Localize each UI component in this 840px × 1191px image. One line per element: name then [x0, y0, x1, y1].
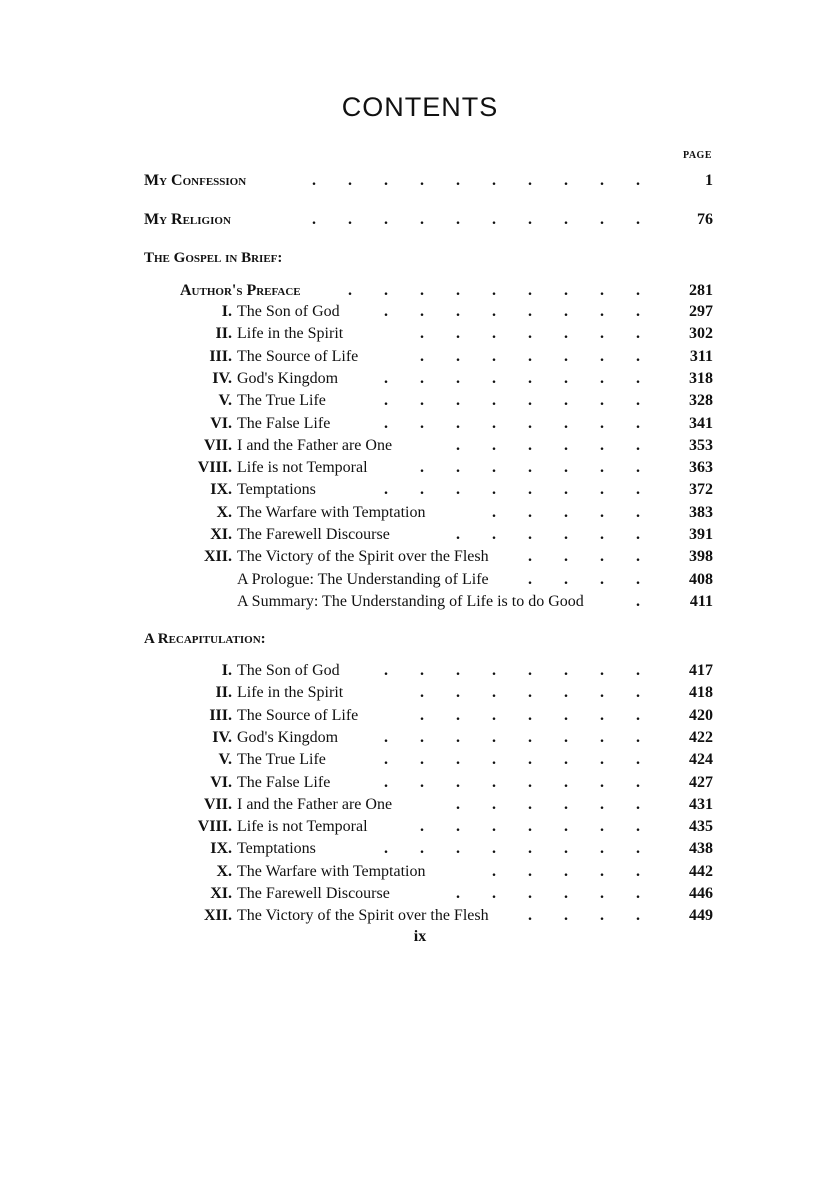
dot-leader: . . . . . . . .: [376, 662, 664, 679]
toc-entry[interactable]: [0, 323, 720, 345]
chapter-page: 435: [689, 818, 713, 836]
chapter-number: VIII.: [197, 818, 232, 836]
toc-entry-my-religion[interactable]: [144, 209, 714, 231]
dot-leader: . . . . . . . . .: [340, 282, 664, 299]
chapter-page: 438: [689, 840, 713, 858]
dot-leader: . . . . . . . .: [376, 773, 664, 791]
dot-leader: . . . . . . . .: [376, 303, 664, 320]
dot-leader: . . . . . . .: [412, 818, 664, 836]
chapter-title: The False Life: [237, 773, 331, 791]
toc-entry[interactable]: [0, 301, 720, 323]
section-heading-gospel: The Gospel in Brief:: [144, 250, 283, 266]
chapter-page: 420: [689, 706, 713, 724]
toc-entry-page: 1: [705, 172, 713, 189]
chapter-title: The Son of God: [237, 303, 340, 320]
dot-leader: . . . . . . .: [412, 459, 664, 477]
chapter-number: X.: [216, 862, 232, 880]
chapter-page: 446: [689, 885, 713, 902]
chapter-page: 318: [689, 369, 713, 387]
dot-leader: . . . .: [520, 548, 664, 566]
toc-entry[interactable]: [0, 546, 720, 568]
chapter-number: XI.: [210, 526, 232, 543]
toc-entry[interactable]: [0, 794, 720, 816]
chapter-title: The Farewell Discourse: [237, 885, 390, 902]
toc-entry[interactable]: [0, 883, 720, 905]
page-column-label: PAGE: [682, 150, 712, 161]
dot-leader: . . . . . . . . . .: [304, 172, 664, 189]
chapter-page: 424: [689, 751, 713, 769]
chapter-number: III.: [209, 706, 232, 724]
chapter-title: The True Life: [237, 751, 326, 769]
chapter-title: Temptations: [237, 481, 316, 499]
dot-leader: . . . . . . .: [412, 347, 664, 365]
chapter-page: 391: [689, 526, 713, 543]
dot-leader: . . . . . .: [448, 795, 664, 813]
chapter-page: 328: [689, 392, 713, 410]
dot-leader: . . . . . .: [448, 436, 664, 454]
chapter-title: The Source of Life: [237, 706, 359, 724]
chapter-title: Life in the Spirit: [237, 684, 344, 702]
chapter-title: The False Life: [237, 414, 331, 432]
chapter-title: The Warfare with Temptation: [237, 503, 426, 521]
chapter-number: II.: [215, 684, 232, 702]
page-folio: ix: [413, 928, 427, 945]
chapter-number: I.: [221, 662, 232, 679]
chapter-title: Life is not Temporal: [237, 818, 368, 836]
chapter-number: III.: [209, 347, 232, 365]
chapter-page: 383: [689, 503, 713, 521]
chapter-page: 442: [689, 862, 713, 880]
chapter-title: The Warfare with Temptation: [237, 862, 426, 880]
toc-entry[interactable]: [0, 772, 720, 794]
toc-entry[interactable]: [0, 749, 720, 771]
chapter-number: IV.: [212, 728, 232, 746]
dot-leader: . . . . . . . .: [376, 392, 664, 410]
chapter-title: I and the Father are One: [237, 436, 393, 454]
toc-entry[interactable]: [0, 502, 720, 524]
toc-entry-page: 76: [697, 211, 713, 228]
toc-entry[interactable]: [0, 524, 720, 546]
chapter-title: A Summary: The Understanding of Life is to do Good: [237, 592, 584, 610]
chapter-number: V.: [218, 392, 232, 410]
dot-leader: . . . . . . .: [412, 325, 664, 343]
dot-leader: .: [628, 592, 664, 610]
toc-entry[interactable]: [0, 861, 720, 883]
chapter-title: I and the Father are One: [237, 795, 393, 813]
dot-leader: . . . . . . .: [412, 684, 664, 702]
toc-entry-my-confession[interactable]: [144, 170, 714, 192]
chapter-page: 431: [689, 795, 713, 813]
toc-entry[interactable]: [0, 727, 720, 749]
chapter-page: 408: [689, 570, 713, 588]
dot-leader: . . . .: [520, 570, 664, 588]
chapter-page: 418: [689, 684, 713, 702]
dot-leader: . . . . . .: [448, 526, 664, 543]
toc-entry[interactable]: [0, 816, 720, 838]
dot-leader: . . . . . . . .: [376, 728, 664, 746]
dot-leader: . . . . . . . .: [376, 481, 664, 499]
chapter-number: IV.: [212, 369, 232, 387]
chapter-title: God's Kingdom: [237, 728, 339, 746]
chapter-title: The Victory of the Spirit over the Flesh: [237, 548, 489, 566]
toc-entry-title: My Confession: [144, 172, 247, 189]
chapter-page: 311: [689, 347, 713, 365]
chapter-title: Life in the Spirit: [237, 325, 344, 343]
chapter-page: 398: [689, 548, 713, 566]
chapter-title: Temptations: [237, 840, 316, 858]
toc-entry-page: 281: [689, 282, 713, 299]
dot-leader: . . . . . . .: [412, 706, 664, 724]
chapter-number: XII.: [203, 907, 232, 925]
chapter-number: IX.: [210, 481, 232, 499]
chapter-page: 372: [689, 481, 713, 499]
dot-leader: . . . .: [520, 907, 664, 925]
chapter-title: The Farewell Discourse: [237, 526, 390, 543]
chapter-page: 422: [689, 728, 713, 746]
chapter-number: VII.: [203, 436, 232, 454]
chapter-page: 427: [689, 773, 713, 791]
dot-leader: . . . . . . . .: [376, 369, 664, 387]
chapter-number: V.: [218, 751, 232, 769]
dot-leader: . . . . .: [484, 862, 664, 880]
chapter-title: The True Life: [237, 392, 326, 410]
section-heading-recapitulation: A Recapitulation:: [144, 631, 266, 647]
chapter-page: 411: [689, 592, 713, 610]
chapter-page: 302: [689, 325, 713, 343]
chapter-number: VI.: [210, 773, 232, 791]
toc-entry[interactable]: [0, 457, 720, 479]
toc-entry[interactable]: [0, 682, 720, 704]
toc-entry[interactable]: [0, 368, 720, 390]
chapter-number: IX.: [210, 840, 232, 858]
toc-entry[interactable]: [0, 591, 720, 613]
chapter-title: God's Kingdom: [237, 369, 339, 387]
chapter-title: A Prologue: The Understanding of Life: [237, 570, 489, 588]
dot-leader: . . . . .: [484, 503, 664, 521]
chapter-number: VI.: [210, 414, 232, 432]
chapter-number: VII.: [203, 795, 232, 813]
chapter-page: 353: [689, 436, 713, 454]
chapter-number: XII.: [203, 548, 232, 566]
toc-entry-authors-preface[interactable]: [180, 280, 714, 302]
dot-leader: . . . . . . . . . .: [304, 211, 664, 228]
chapter-page: 417: [689, 662, 713, 679]
chapter-title: The Victory of the Spirit over the Flesh: [237, 907, 489, 925]
chapter-number: X.: [216, 503, 232, 521]
toc-entry[interactable]: [0, 390, 720, 412]
toc-entry[interactable]: [0, 435, 720, 457]
chapter-number: I.: [221, 303, 232, 320]
chapter-page: 297: [689, 303, 713, 320]
toc-entry[interactable]: [0, 569, 720, 591]
chapter-page: 363: [689, 459, 713, 477]
toc-entry[interactable]: [0, 660, 720, 682]
chapter-title: Life is not Temporal: [237, 459, 368, 477]
toc-entry-title: My Religion: [144, 211, 231, 228]
chapter-page: 449: [689, 907, 713, 925]
chapter-title: The Son of God: [237, 662, 340, 679]
toc-entry[interactable]: [0, 479, 720, 501]
chapter-number: XI.: [210, 885, 232, 902]
toc-entry[interactable]: [0, 705, 720, 727]
dot-leader: . . . . . . . .: [376, 414, 664, 432]
toc-entry[interactable]: [0, 905, 720, 927]
dot-leader: . . . . . .: [448, 885, 664, 902]
dot-leader: . . . . . . . .: [376, 751, 664, 769]
chapter-page: 341: [689, 414, 713, 432]
toc-entry-title: Author's Preface: [180, 282, 301, 299]
page-title: CONTENTS: [341, 92, 499, 122]
toc-entry[interactable]: [0, 838, 720, 860]
dot-leader: . . . . . . . .: [376, 840, 664, 858]
toc-entry[interactable]: [0, 413, 720, 435]
toc-entry[interactable]: [0, 346, 720, 368]
chapter-number: VIII.: [197, 459, 232, 477]
chapter-number: II.: [215, 325, 232, 343]
chapter-title: The Source of Life: [237, 347, 359, 365]
